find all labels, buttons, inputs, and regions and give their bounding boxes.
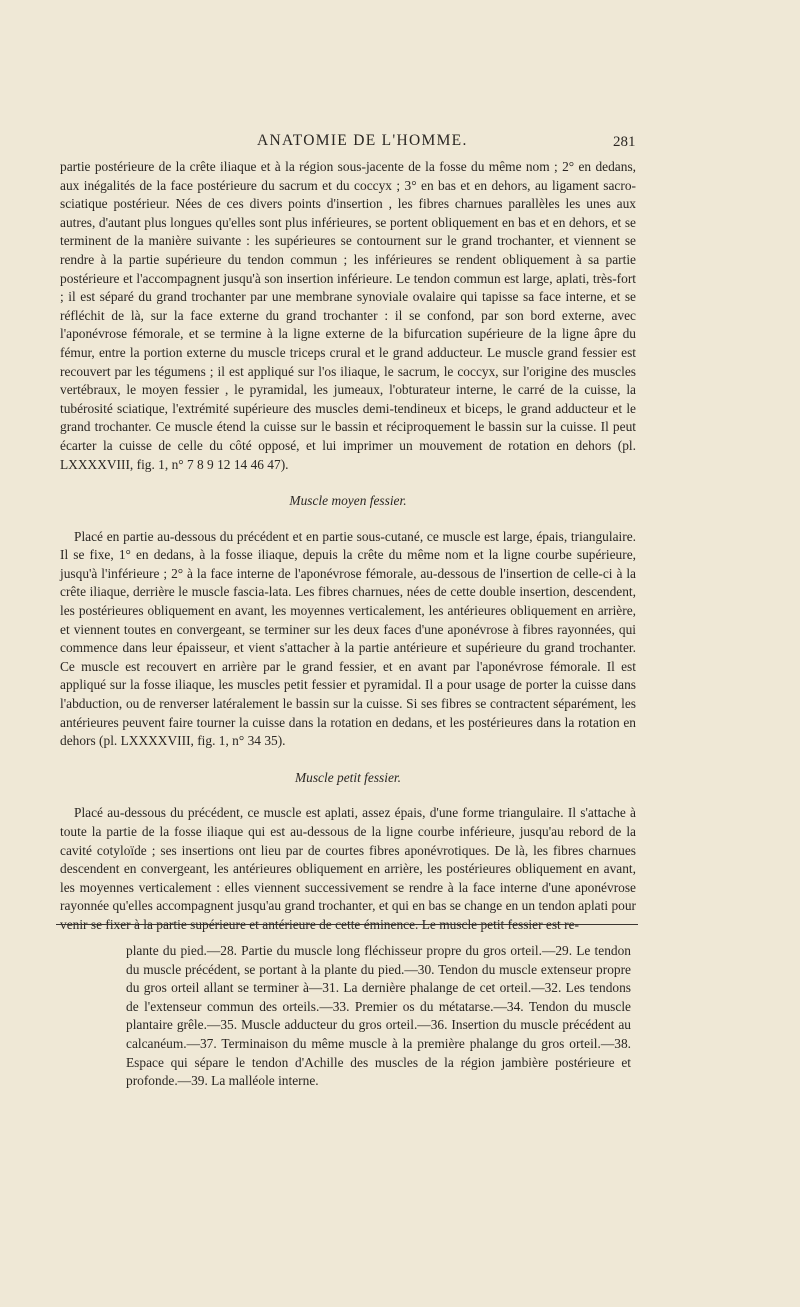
figure-legend-notes (126, 942, 631, 1091)
footnote-divider (56, 924, 638, 925)
main-text (60, 158, 636, 935)
section-title-petit-fessier: Muscle petit fessier. (295, 769, 401, 785)
paragraph-moyen-fessier: Placé en partie au-dessous du précédent et en partie sous-cutané, ce muscle est large, épais, triangulaire. Il se fixe, 1° en dedans, à la fosse iliaque, depuis la crête du même nom et la ligne courbe supérieure, jusqu'à l'inférieure ; 2° à la face interne de l'aponévrose fémorale, au-dessous de l'insertion de celle-ci à la crête iliaque, derrière le muscle fascia-lata. Les fibres charnues, nées de cette double insertion, descendent, les postérieures obliquement en avant, les moyennes verticalement, les antérieures obliquement en arrière, et viennent toutes en convergeant, se terminer sur les deux faces d'une aponévrose à fibres rayonnées, qui commence dans leur épaisseur, et vient s'attacher à la partie antérieure et supérieure du grand trochanter. Ce muscle est recouvert en arrière par le grand fessier, et en avant par l'aponévrose fémorale. Il est appliqué sur la fosse iliaque, les muscles petit fessier et pyramidal. Il a pour usage de porter la cuisse dans l'abduction, ou de renverser latéralement le bassin sur la cuisse. Si ses fibres se contractent séparément, les antérieures peuvent faire tourner la cuisse dans la rotation en dedans, et les postérieures dans la rotation en dehors (pl. LXXXXVIII, fig. 1, n° 34 35). (60, 528, 636, 749)
page-header (0, 132, 800, 154)
page-number: 281 (613, 134, 636, 150)
section-title-moyen-fessier: Muscle moyen fessier. (289, 493, 407, 509)
footnote-text: plante du pied.—28. Partie du muscle long fléchisseur propre du gros orteil.—29. Le tendon du muscle précédent, se portant à la plante du pied.—30. Tendon du muscle extenseur propre du gros orteil allant se terminer à—31. La dernière phalange de cet orteil.—32. Les tendons de l'extenseur commun des orteils.—33. Premier os du métatarse.—34. Tendon du muscle plantaire grêle.—35. Muscle adducteur du gros orteil.—36. Insertion du muscle précédent au calcanéum.—37. Terminaison du même muscle à la première phalange du gros orteil.—38. Espace qui sépare le tendon d'Achille des muscles de la région jambière postérieure et profonde.—39. La malléole interne. (126, 943, 631, 1089)
paragraph-petit-fessier: Placé au-dessous du précédent, ce muscle est aplati, assez épais, d'une forme triangulaire. Il s'attache à toute la partie de la fosse iliaque qui est au-dessous de la ligne courbe inférieure, jusqu'au rebord de la cavité cotyloïde ; ses insertions ont lieu par de courtes fibres aponévrotiques. De là, les fibres charnues descendent en convergeant, les antérieures obliquement en arrière, les postérieures obliquement en avant, les moyennes verticalement : elles viennent successivement se rendre à la face interne d'une aponévrose rayonnée qu'elles accompagnent jusqu'au grand trochanter, et qui en bas se change en un tendon aplati pour venir se fixer à la partie supérieure et antérieure de cette éminence. Le muscle petit fessier est re- (60, 805, 636, 932)
running-title: ANATOMIE DE L'HOMME. (257, 132, 468, 149)
paragraph-grand-fessier-continued: partie postérieure de la crête iliaque et à la région sous-jacente de la fosse du même nom ; 2° en dedans, aux inégalités de la face postérieure du sacrum et du coccyx ; 3° en bas et en dehors, au ligament sacro-sciatique postérieur. Nées de ces divers points d'insertion , les fibres charnues parallèles les unes aux autres, d'autant plus longues qu'elles sont plus inférieures, se portent obliquement en bas et en dehors, et se terminent de la manière suivante : les supérieures se contournent sur le grand trochanter, et viennent se rendre à la partie supérieure du tendon commun ; les inférieures se rendent obliquement à sa partie postérieure et l'accompagnent jusqu'à son insertion inférieure. Le tendon commun est large, aplati, très-fort ; il est séparé du grand trochanter par une membrane synoviale ovalaire qui tapisse sa face interne, et se réfléchit de là, sur la face externe du grand trochanter : il se confond, par son bord externe, avec l'aponévrose fémorale, et se termine à la ligne externe de la bifurcation supérieure de la ligne âpre du fémur, entre la portion externe du muscle triceps crural et le grand adducteur. Le muscle grand fessier est recouvert par les tégumens ; il est appliqué sur l'os iliaque, le sacrum, le coccyx, sur l'origine des muscles vertébraux, le moyen fessier , le pyramidal, les jumeaux, l'obturateur interne, le carré de la cuisse, la tubérosité sciatique, l'extrémité supérieure des muscles demi-tendineux et biceps, le grand adducteur et le grand trochanter. Ce muscle étend la cuisse sur le bassin et réciproquement le bassin sur la cuisse. Il peut écarter la cuisse de celle du côté opposé, et lui imprimer un mouvement de rotation en dehors (pl. LXXXXVIII, fig. 1, n° 7 8 9 12 14 46 47). (60, 159, 636, 472)
